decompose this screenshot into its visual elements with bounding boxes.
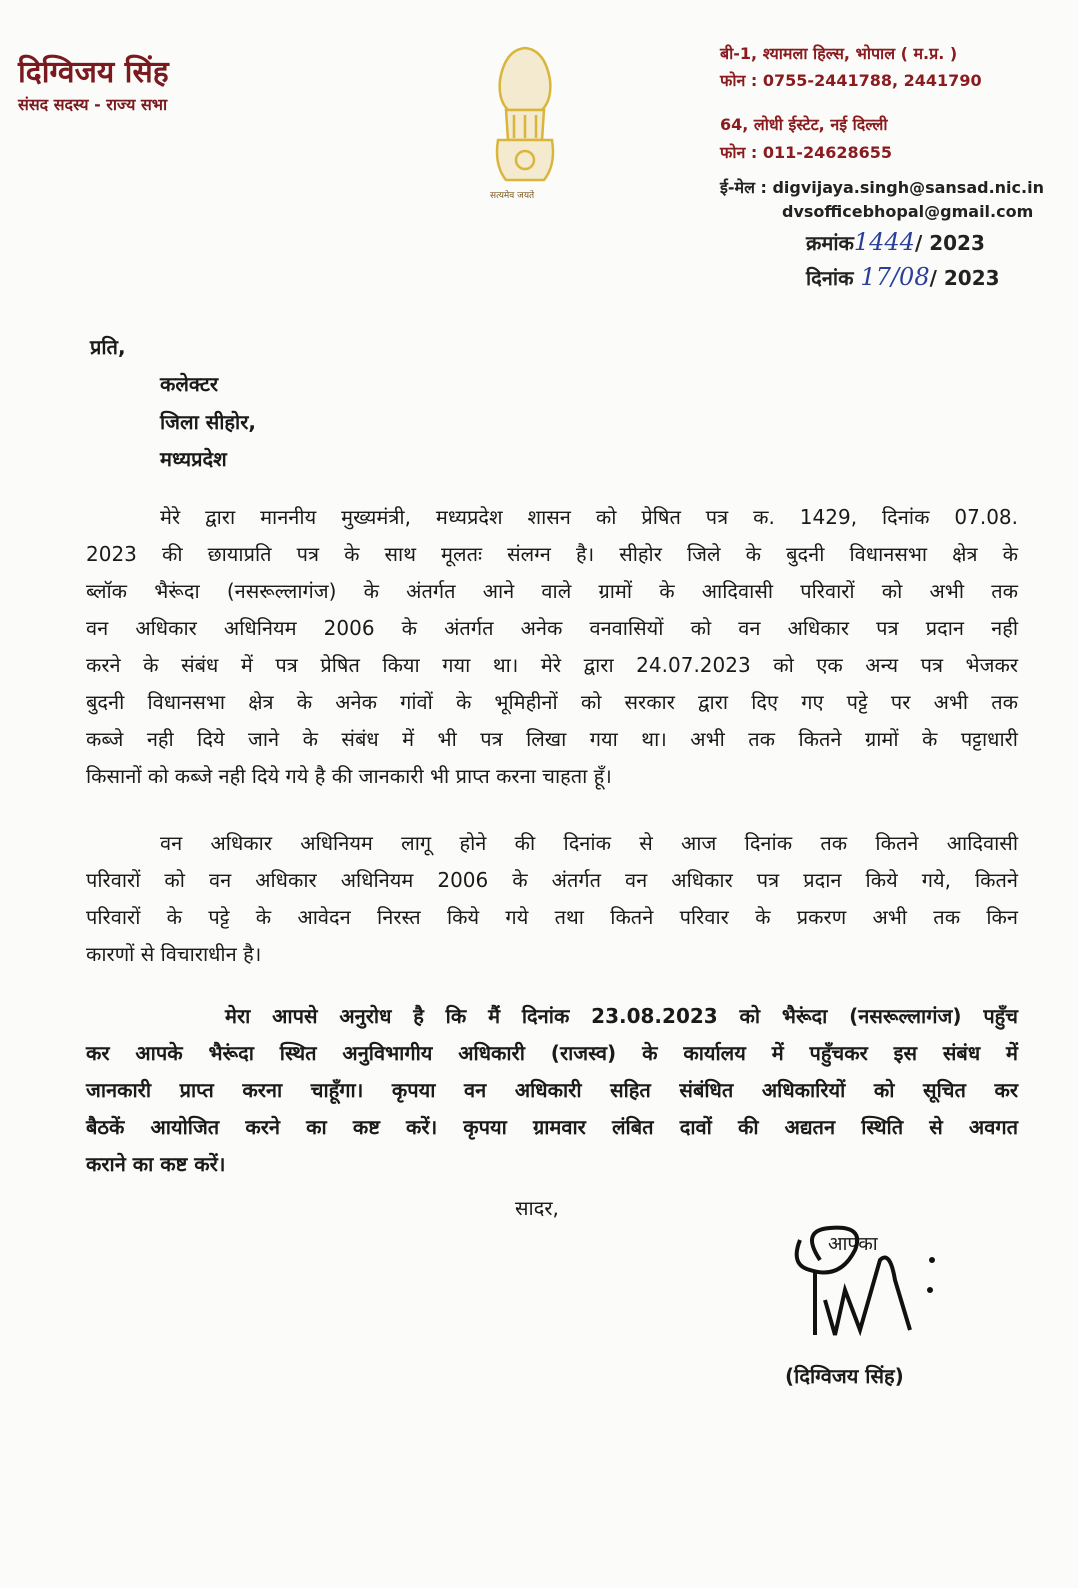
national-emblem-icon [480,40,570,210]
text-line: कर आपके भैरूंदा स्थित अनुविभागीय अधिकारी (राजस्व) के कार्यालय में पहुँचकर इस संबंध में [86,1041,1018,1065]
letterhead-designation: संसद सदस्य - राज्य सभा [18,95,168,114]
text-line: परिवारों को वन अधिकार अधिनियम 2006 के अंतर्गत वन अधिकार पत्र प्रदान किये गये, कितने [86,868,1018,892]
body-paragraph-3 [86,998,1018,1183]
reference-number [806,228,985,256]
signature-icon [780,1220,950,1350]
text-line: कराने का कष्ट करें। [86,1152,226,1176]
phone-delhi: फोन : 011-24628655 [720,143,893,162]
body-paragraph-1 [86,499,1018,795]
text-line: किसानों को कब्जे नही दिये गये है की जानकारी भी प्राप्त करना चाहता हूँ। [86,764,612,788]
text-line: कारणों से विचाराधीन है। [86,942,262,966]
emblem-motto: सत्यमेव जयते [490,191,535,201]
text-line: कब्जे नही दिये जाने के संबंध में भी पत्र लिखा गया था। अभी तक कितने ग्रामों के पट्टाधारी [86,727,1018,751]
text-line: परिवारों के पट्टे के आवेदन निरस्त किये गये तथा कितने परिवार के प्रकरण अभी तक किन [86,905,1018,929]
salutation: प्रति, [90,335,126,359]
date-handwritten: 17/08 [860,263,930,291]
text-line: बैठकें आयोजित करने का कष्ट करें। कृपया ग्रामवार लंबित दावों की अद्यतन स्थिति से अवगत [86,1115,1018,1139]
closing-regards: सादर, [515,1196,559,1220]
reference-label: क्रमांक [806,231,854,255]
text-line: मेरा आपसे अनुरोध है कि मैं दिनांक 23.08.2023 को भैरूंदा (नसरूल्लागंज) पहुँच [225,1004,1018,1028]
reference-year: / 2023 [914,231,985,255]
body-paragraph-2 [86,825,1018,973]
letter-date [806,263,1000,291]
text-line: करने के संबंध में पत्र प्रेषित किया गया था। मेरे द्वारा 24.07.2023 को एक अन्य पत्र भेजकर [86,653,1018,677]
date-label: दिनांक [806,266,854,290]
closing-yours: आपका [828,1233,878,1255]
reference-handwritten: 1444 [853,228,915,256]
date-year: / 2023 [929,266,1000,290]
address-delhi: 64, लोधी ईस्टेट, नई दिल्ली [720,115,888,134]
text-line: 2023 की छायाप्रति पत्र के साथ मूलतः संलग्न है। सीहोर जिले के बुदनी विधानसभा क्षेत्र के [86,542,1018,566]
text-line: वन अधिकार अधिनियम 2006 के अंतर्गत अनेक वनवासियों को वन अधिकार पत्र प्रदान नही [86,616,1018,640]
address-bhopal: बी-1, श्यामला हिल्स, भोपाल ( म.प्र. ) [720,44,958,63]
recipient-line: मध्यप्रदेश [160,447,227,471]
text-line: मेरे द्वारा माननीय मुख्यमंत्री, मध्यप्रदेश शासन को प्रेषित पत्र क. 1429, दिनांक 07.08. [160,505,1018,529]
text-line: ब्लॉक भैरूंदा (नसरूल्लागंज) के अंतर्गत आने वाले ग्रामों के आदिवासी परिवारों को अभी तक [86,579,1018,603]
text-line: जानकारी प्राप्त करना चाहूँगा। कृपया वन अधिकारी सहित संबंधित अधिकारियों को सूचित कर [86,1078,1018,1102]
email-primary: ई-मेल : digvijaya.singh@sansad.nic.in [720,178,1044,197]
phone-bhopal: फोन : 0755-2441788, 2441790 [720,71,982,90]
recipient-line: जिला सीहोर, [160,410,257,434]
letterhead-name: दिग्विजय सिंह [18,55,169,90]
text-line: वन अधिकार अधिनियम लागू होने की दिनांक से आज दिनांक तक कितने आदिवासी [160,831,1018,855]
text-line: बुदनी विधानसभा क्षेत्र के अनेक गांवों के भूमिहीनों को सरकार द्वारा दिए गए पट्टे पर अभी तक [86,690,1018,714]
recipient-line: कलेक्टर [160,372,219,396]
signatory-name: (दिग्विजय सिंह) [785,1364,904,1388]
email-secondary: dvsofficebhopal@gmail.com [782,202,1034,221]
